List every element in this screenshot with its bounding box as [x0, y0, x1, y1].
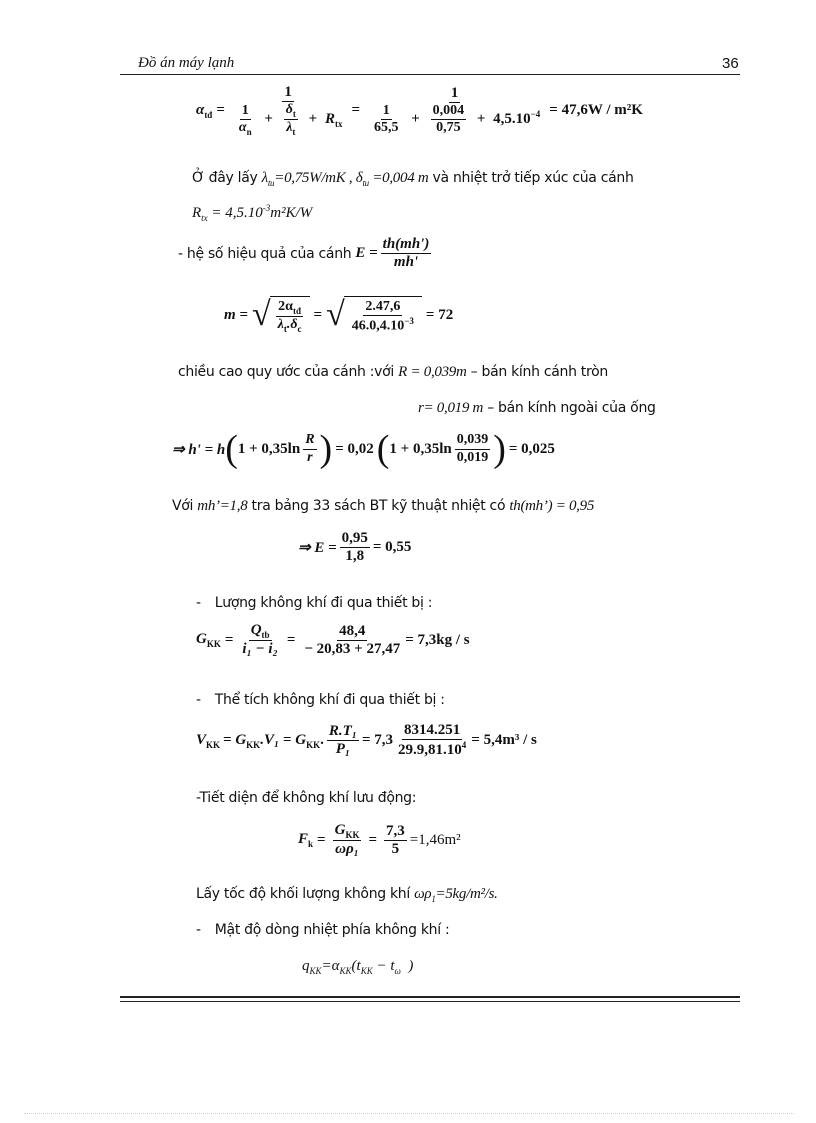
paragraph-table-lookup: Với mh’=1,8 tra bảng 33 sách BT kỹ thuật nhiệt có th(mh’) = 0,95: [172, 498, 595, 514]
paragraph-fin-height: chiều cao quy ước của cánh :với R = 0,039m – bán kính cánh tròn: [178, 364, 608, 380]
paragraph-air-volume: - Thể tích không khí đi qua thiết bị :: [196, 692, 445, 708]
footer-rule-thin: [120, 1001, 740, 1002]
header-title: Đồ án máy lạnh: [138, 55, 235, 71]
equation-G-kk: $G_{KK}$ = $\frac{Q_{tb}}{\text{i₁ − i₂}}$ = $\frac{48,4}{- 20,83 + 27,47}$ = 7,3kg / s: [196, 622, 470, 658]
equation-q-kk: $q_{KK}=\alpha_{KK}(t_{KK} - t_\omega$ ): [302, 958, 414, 976]
equation-m: m = √ $\frac{2\alpha_{tđ}}{\lambda_t.\delta_c}$ = √ $\frac{2.47,6}{46.0,4.10^{-3}}$ = 72: [224, 296, 454, 335]
paragraph-lambda-delta: Ở đây lấy $\lambda_{tu}=0,75W/mK$ , $\delta_{tu} =0,004$ m và nhiệt trở tiếp xúc của cánh: [192, 170, 634, 188]
page-number: 36: [722, 55, 739, 72]
equation-F-k: $F_k$ = $\frac{G_{KK}}{\text{ωρ₁}}$ = $\frac{7,3}{5}$ =1,46m²: [298, 822, 461, 858]
paragraph-heat-flux: - Mật độ dòng nhiệt phía không khí :: [196, 922, 450, 938]
header-rule: [120, 74, 740, 75]
paragraph-air-flow: - Lượng không khí đi qua thiết bị :: [196, 595, 433, 611]
paragraph-contact-resistance: $R_{tx} = 4,5.10^{-3}m^2K/W$: [192, 203, 313, 223]
equation-h-prime: ⇒ h' = h ( 1 + 0,35ln $\frac{R}{r}$ ) = 0,02 ( 1 + 0,35ln $\frac{0,039}{0,019}$ ) = 0,025: [172, 428, 555, 470]
paragraph-flow-section: -Tiết diện để không khí lưu động:: [196, 790, 417, 806]
paragraph-fin-efficiency: - hệ số hiệu quả của cánh E = $\frac{th(mh')}{mh'}$: [178, 236, 430, 271]
paragraph-tube-radius: r= 0,019 m – bán kính ngoài của ống: [418, 400, 656, 416]
equation-alpha-td: $\alpha_{tđ}$ = 1 $\frac{1}{\alpha_n}$ + $\frac{\delta_t}{\lambda_t}$ + $R_{tx}$ = 1 $\frac{1}{65,5}$ + $\frac{0,004}{0,75}$ + $4,5.10^{-4}$ = 47,6W / m²K: [196, 84, 643, 138]
equation-V-kk: $V_{KK}$ = $G_{KK}$ $.V_1 = G_{KK}$. $\frac{\text{R.T₁}}{\text{P₁}}$ = 7,3 $\frac{8314.251}{29.9,81.10^4}$ = 5,4m³ / s: [196, 722, 537, 759]
page-edge-dotted: [24, 1113, 794, 1114]
paragraph-mass-velocity: Lấy tốc độ khối lượng không khí $\omega\rho_1=5kg/m^2/s$.: [196, 886, 498, 904]
equation-E: ⇒ E = $\frac{0,95}{1,8}$ = 0,55: [298, 530, 412, 565]
footer-rule-thick: [120, 996, 740, 998]
